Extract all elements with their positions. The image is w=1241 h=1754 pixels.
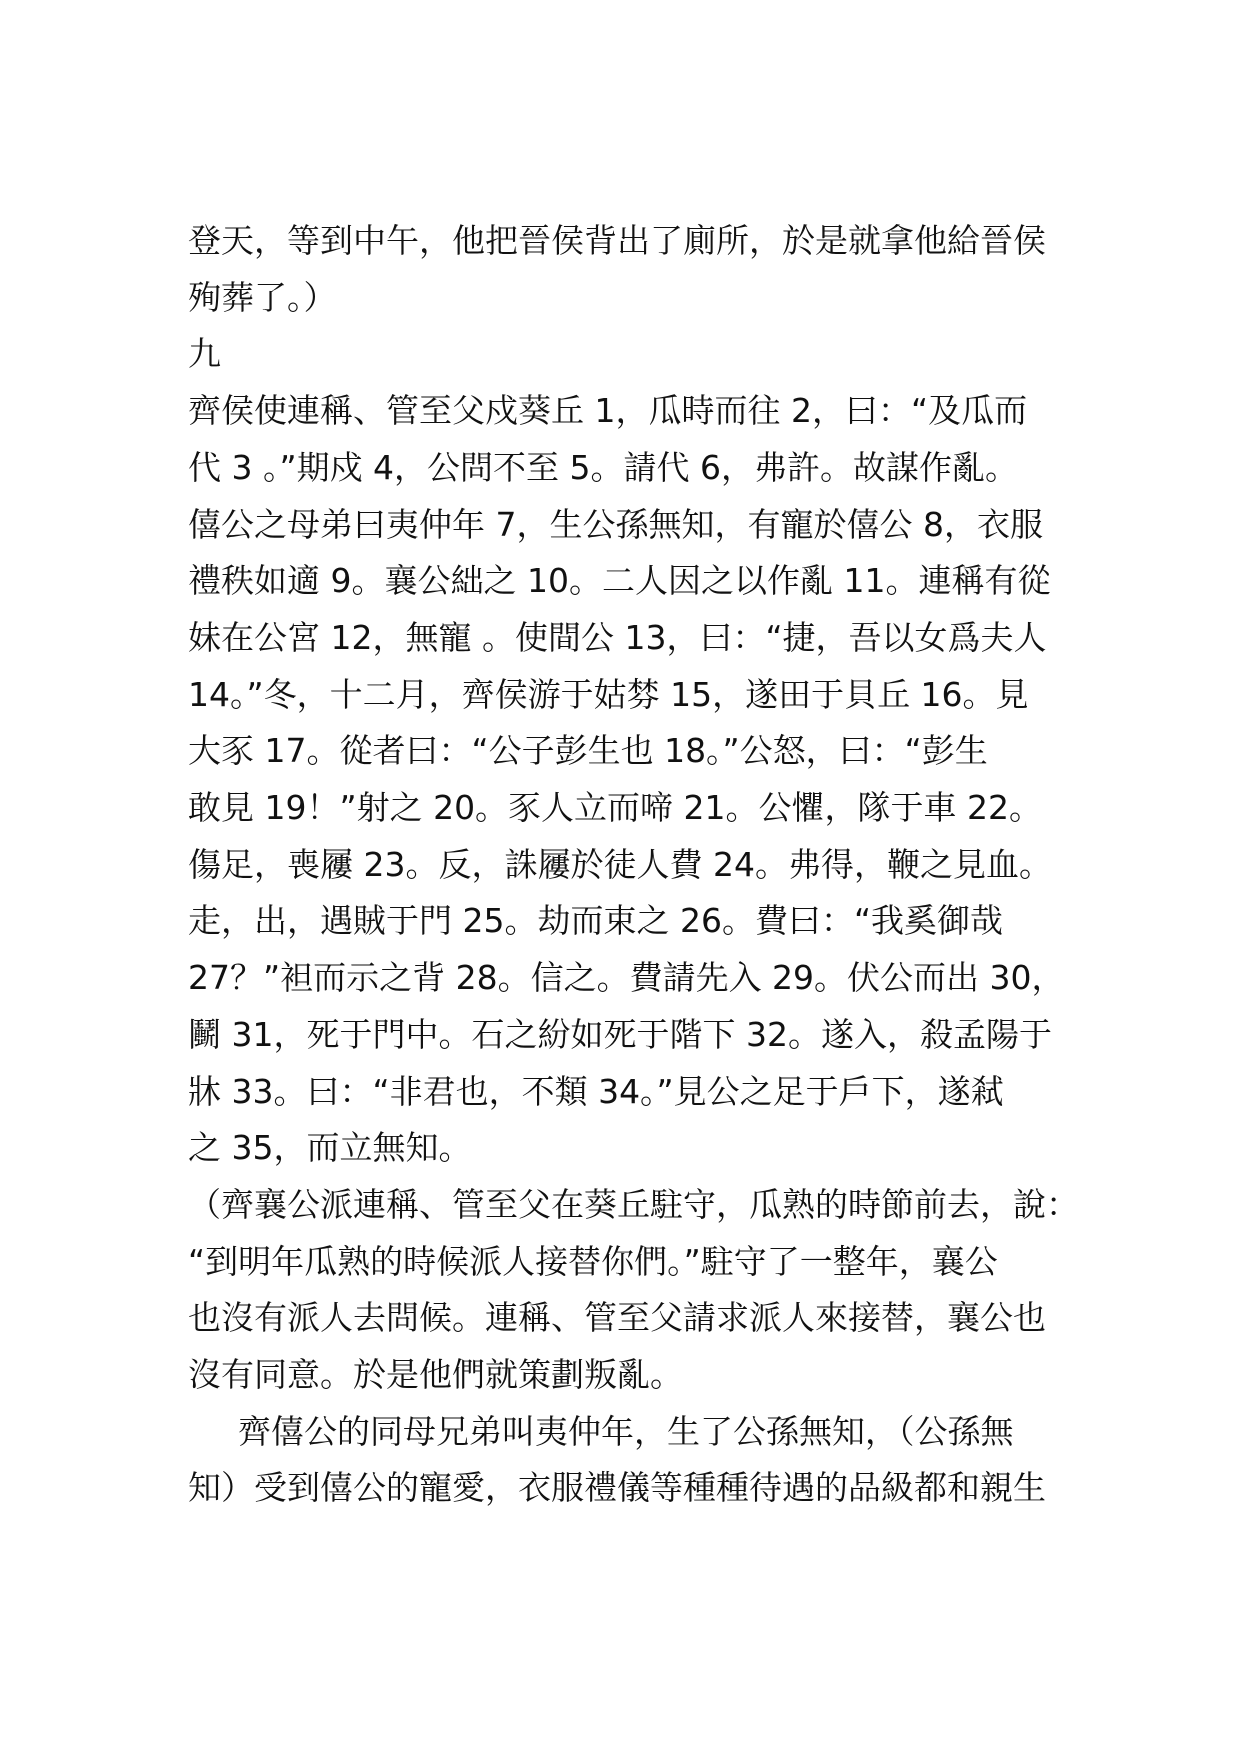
text-line: 牀 33。曰：“非君也，不類 34。”見公之足于戶下，遂弒: [188, 1071, 1004, 1111]
text-line: 僖公之母弟曰夷仲年 7，生公孫無知，有寵於僖公 8，衣服: [188, 504, 1043, 544]
text-line: 妹在公宮 12，無寵 。使間公 13，曰：“捷，吾以女爲夫人: [188, 617, 1047, 657]
text-line: “到明年瓜熟的時候派人接替你們。”駐守了一整年，襄公: [188, 1241, 998, 1281]
text-line: 27？”袒而示之背 28。信之。費請先入 29。伏公而出 30，: [188, 958, 1065, 998]
text-line: 代 3 。”期戍 4，公問不至 5。請代 6，弗許。故謀作亂。: [188, 447, 1019, 487]
text-line: 登天，等到中午，他把晉侯背出了廁所，於是就拿他給晉侯: [188, 221, 1046, 260]
text-line: 殉葬了。）: [188, 277, 337, 317]
text-line: 齊僖公的同母兄弟叫夷仲年，生了公孫無知，（公孫無: [238, 1411, 1014, 1451]
text-line: 14。”冬，十二月，齊侯游于姑棼 15，遂田于貝丘 16。見: [188, 674, 1029, 714]
body-text: [188, 213, 1079, 1517]
text-line: 沒有同意。於是他們就策劃叛亂。: [188, 1355, 683, 1395]
text-line: 知）受到僖公的寵愛，衣服禮儀等種種待遇的品級都和親生: [188, 1468, 1046, 1508]
text-line: （齊襄公派連稱、管至父在葵丘駐守，瓜熟的時節前去，說：: [188, 1184, 1079, 1224]
text-line: 傷足，喪屨 23。反，誅屨於徒人費 24。弗得，鞭之見血。: [188, 844, 1052, 884]
text-line: 禮秩如適 9。襄公絀之 10。二人因之以作亂 11。連稱有從: [188, 561, 1051, 601]
text-line: 齊侯使連稱、管至父戍葵丘 1，瓜時而往 2，曰：“及瓜而: [188, 391, 1028, 431]
text-line: 敢見 19！”射之 20。豕人立而啼 21。公懼，隊于車 22。: [188, 788, 1043, 828]
section-number: 九: [188, 334, 221, 374]
text-line: 大豕 17。從者曰：“公子彭生也 18。”公怒，曰：“彭生: [188, 731, 988, 771]
text-line: 也沒有派人去問候。連稱、管至父請求派人來接替，襄公也: [188, 1298, 1046, 1338]
text-line: 走，出，遇賊于門 25。劫而束之 26。費曰：“我奚御哉: [188, 901, 1004, 941]
text-line: 之 35，而立無知。: [188, 1128, 472, 1168]
text-line: 鬭 31，死于門中。石之紛如死于階下 32。遂入，殺孟陽于: [188, 1014, 1052, 1054]
